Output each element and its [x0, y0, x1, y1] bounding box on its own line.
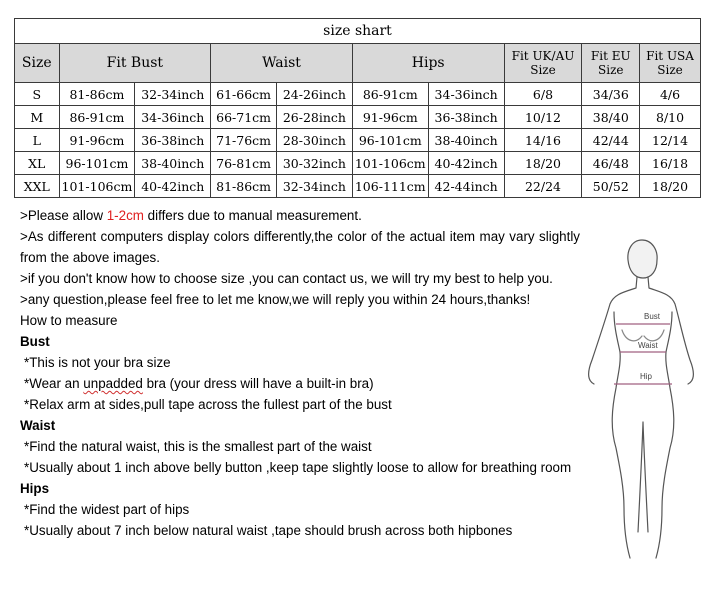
table-cell: 34-36inch — [428, 83, 504, 106]
table-cell: 81-86cm — [59, 83, 135, 106]
waist-heading: Waist — [20, 418, 56, 433]
note-allowance: >Please allow 1-2cm differs due to manual measurement. — [20, 208, 362, 223]
table-cell: 46/48 — [582, 152, 640, 175]
table-cell: 16/18 — [640, 152, 701, 175]
table-cell: 28-30inch — [276, 129, 352, 152]
table-row — [15, 129, 701, 152]
table-cell: 38-40inch — [428, 129, 504, 152]
table-cell: 40-42inch — [428, 152, 504, 175]
table-cell: 81-86cm — [211, 175, 277, 198]
note-contact: >if you don't know how to choose size ,you can contact us, we will try my best to help you. — [20, 271, 553, 286]
bust-line-label: Bust — [644, 312, 661, 321]
table-cell: 66-71cm — [211, 106, 277, 129]
waist-tip-1: *Find the natural waist, this is the smallest part of the waist — [24, 439, 372, 454]
table-cell: 86-91cm — [352, 83, 428, 106]
allowance-value: 1-2cm — [106, 208, 144, 223]
table-cell: 36-38inch — [135, 129, 211, 152]
table-cell: 96-101cm — [352, 129, 428, 152]
table-cell: 91-96cm — [352, 106, 428, 129]
table-cell: 22/24 — [504, 175, 582, 198]
table-cell: 42-44inch — [428, 175, 504, 198]
waist-tip-2: *Usually about 1 inch above belly button ,keep tape slightly loose to allow for breathing room — [24, 460, 572, 475]
how-to-measure-heading: How to measure — [20, 313, 118, 328]
header-fit-eu: Fit EU Size — [582, 44, 640, 83]
table-cell: 40-42inch — [135, 175, 211, 198]
table-cell: 4/6 — [640, 83, 701, 106]
bust-tip-2: *Wear an unpadded bra (your dress will have a built-in bra) — [24, 376, 374, 391]
table-cell: 106-111cm — [352, 175, 428, 198]
table-header-row — [15, 44, 701, 83]
bust-tip-1: *This is not your bra size — [24, 355, 171, 370]
table-cell: 36-38inch — [428, 106, 504, 129]
table-row — [15, 83, 701, 106]
table-cell: 6/8 — [504, 83, 582, 106]
size-chart-table — [14, 18, 701, 198]
bust-heading: Bust — [20, 334, 50, 349]
hips-tip-1: *Find the widest part of hips — [24, 502, 190, 517]
table-cell: 76-81cm — [211, 152, 277, 175]
table-row — [15, 152, 701, 175]
waist-line-label: Waist — [638, 341, 658, 350]
table-cell: 26-28inch — [276, 106, 352, 129]
header-fit-usa: Fit USA Size — [640, 44, 701, 83]
table-cell: 14/16 — [504, 129, 582, 152]
hip-line-label: Hip — [640, 372, 653, 381]
table-cell: 8/10 — [640, 106, 701, 129]
header-hips: Hips — [352, 44, 504, 83]
size-cell: M — [15, 106, 60, 129]
table-cell: 86-91cm — [59, 106, 135, 129]
table-cell: 101-106cm — [59, 175, 135, 198]
table-cell: 32-34inch — [135, 83, 211, 106]
table-cell: 24-26inch — [276, 83, 352, 106]
table-title: size shart — [15, 19, 701, 44]
header-fit-bust: Fit Bust — [59, 44, 211, 83]
table-cell: 91-96cm — [59, 129, 135, 152]
table-cell: 50/52 — [582, 175, 640, 198]
table-cell: 42/44 — [582, 129, 640, 152]
size-cell: L — [15, 129, 60, 152]
size-cell: XL — [15, 152, 60, 175]
size-cell: XXL — [15, 175, 60, 198]
size-cell: S — [15, 83, 60, 106]
header-size: Size — [15, 44, 60, 83]
table-cell: 38/40 — [582, 106, 640, 129]
table-cell: 34/36 — [582, 83, 640, 106]
table-cell: 61-66cm — [211, 83, 277, 106]
table-cell: 18/20 — [640, 175, 701, 198]
table-cell: 30-32inch — [276, 152, 352, 175]
table-cell: 18/20 — [504, 152, 582, 175]
bust-tip-3: *Relax arm at sides,pull tape across the fullest part of the bust — [24, 397, 392, 412]
table-cell: 96-101cm — [59, 152, 135, 175]
header-waist: Waist — [211, 44, 353, 83]
table-cell: 71-76cm — [211, 129, 277, 152]
body-measurement-figure — [580, 232, 710, 572]
table-cell: 10/12 — [504, 106, 582, 129]
table-row — [15, 106, 701, 129]
hips-heading: Hips — [20, 481, 50, 496]
note-colors: >As different computers display colors differently,the color of the actual item may vary slightly from the above images. — [20, 229, 580, 265]
hips-tip-2: *Usually about 7 inch below natural waist ,tape should brush across both hipbones — [24, 523, 513, 538]
header-fit-uk-au: Fit UK/AU Size — [504, 44, 582, 83]
table-row — [15, 175, 701, 198]
table-cell: 12/14 — [640, 129, 701, 152]
table-cell: 38-40inch — [135, 152, 211, 175]
note-questions: >any question,please feel free to let me know,we will reply you within 24 hours,thanks! — [20, 292, 531, 307]
measurement-notes — [20, 205, 580, 541]
table-cell: 32-34inch — [276, 175, 352, 198]
table-cell: 34-36inch — [135, 106, 211, 129]
table-cell: 101-106cm — [352, 152, 428, 175]
